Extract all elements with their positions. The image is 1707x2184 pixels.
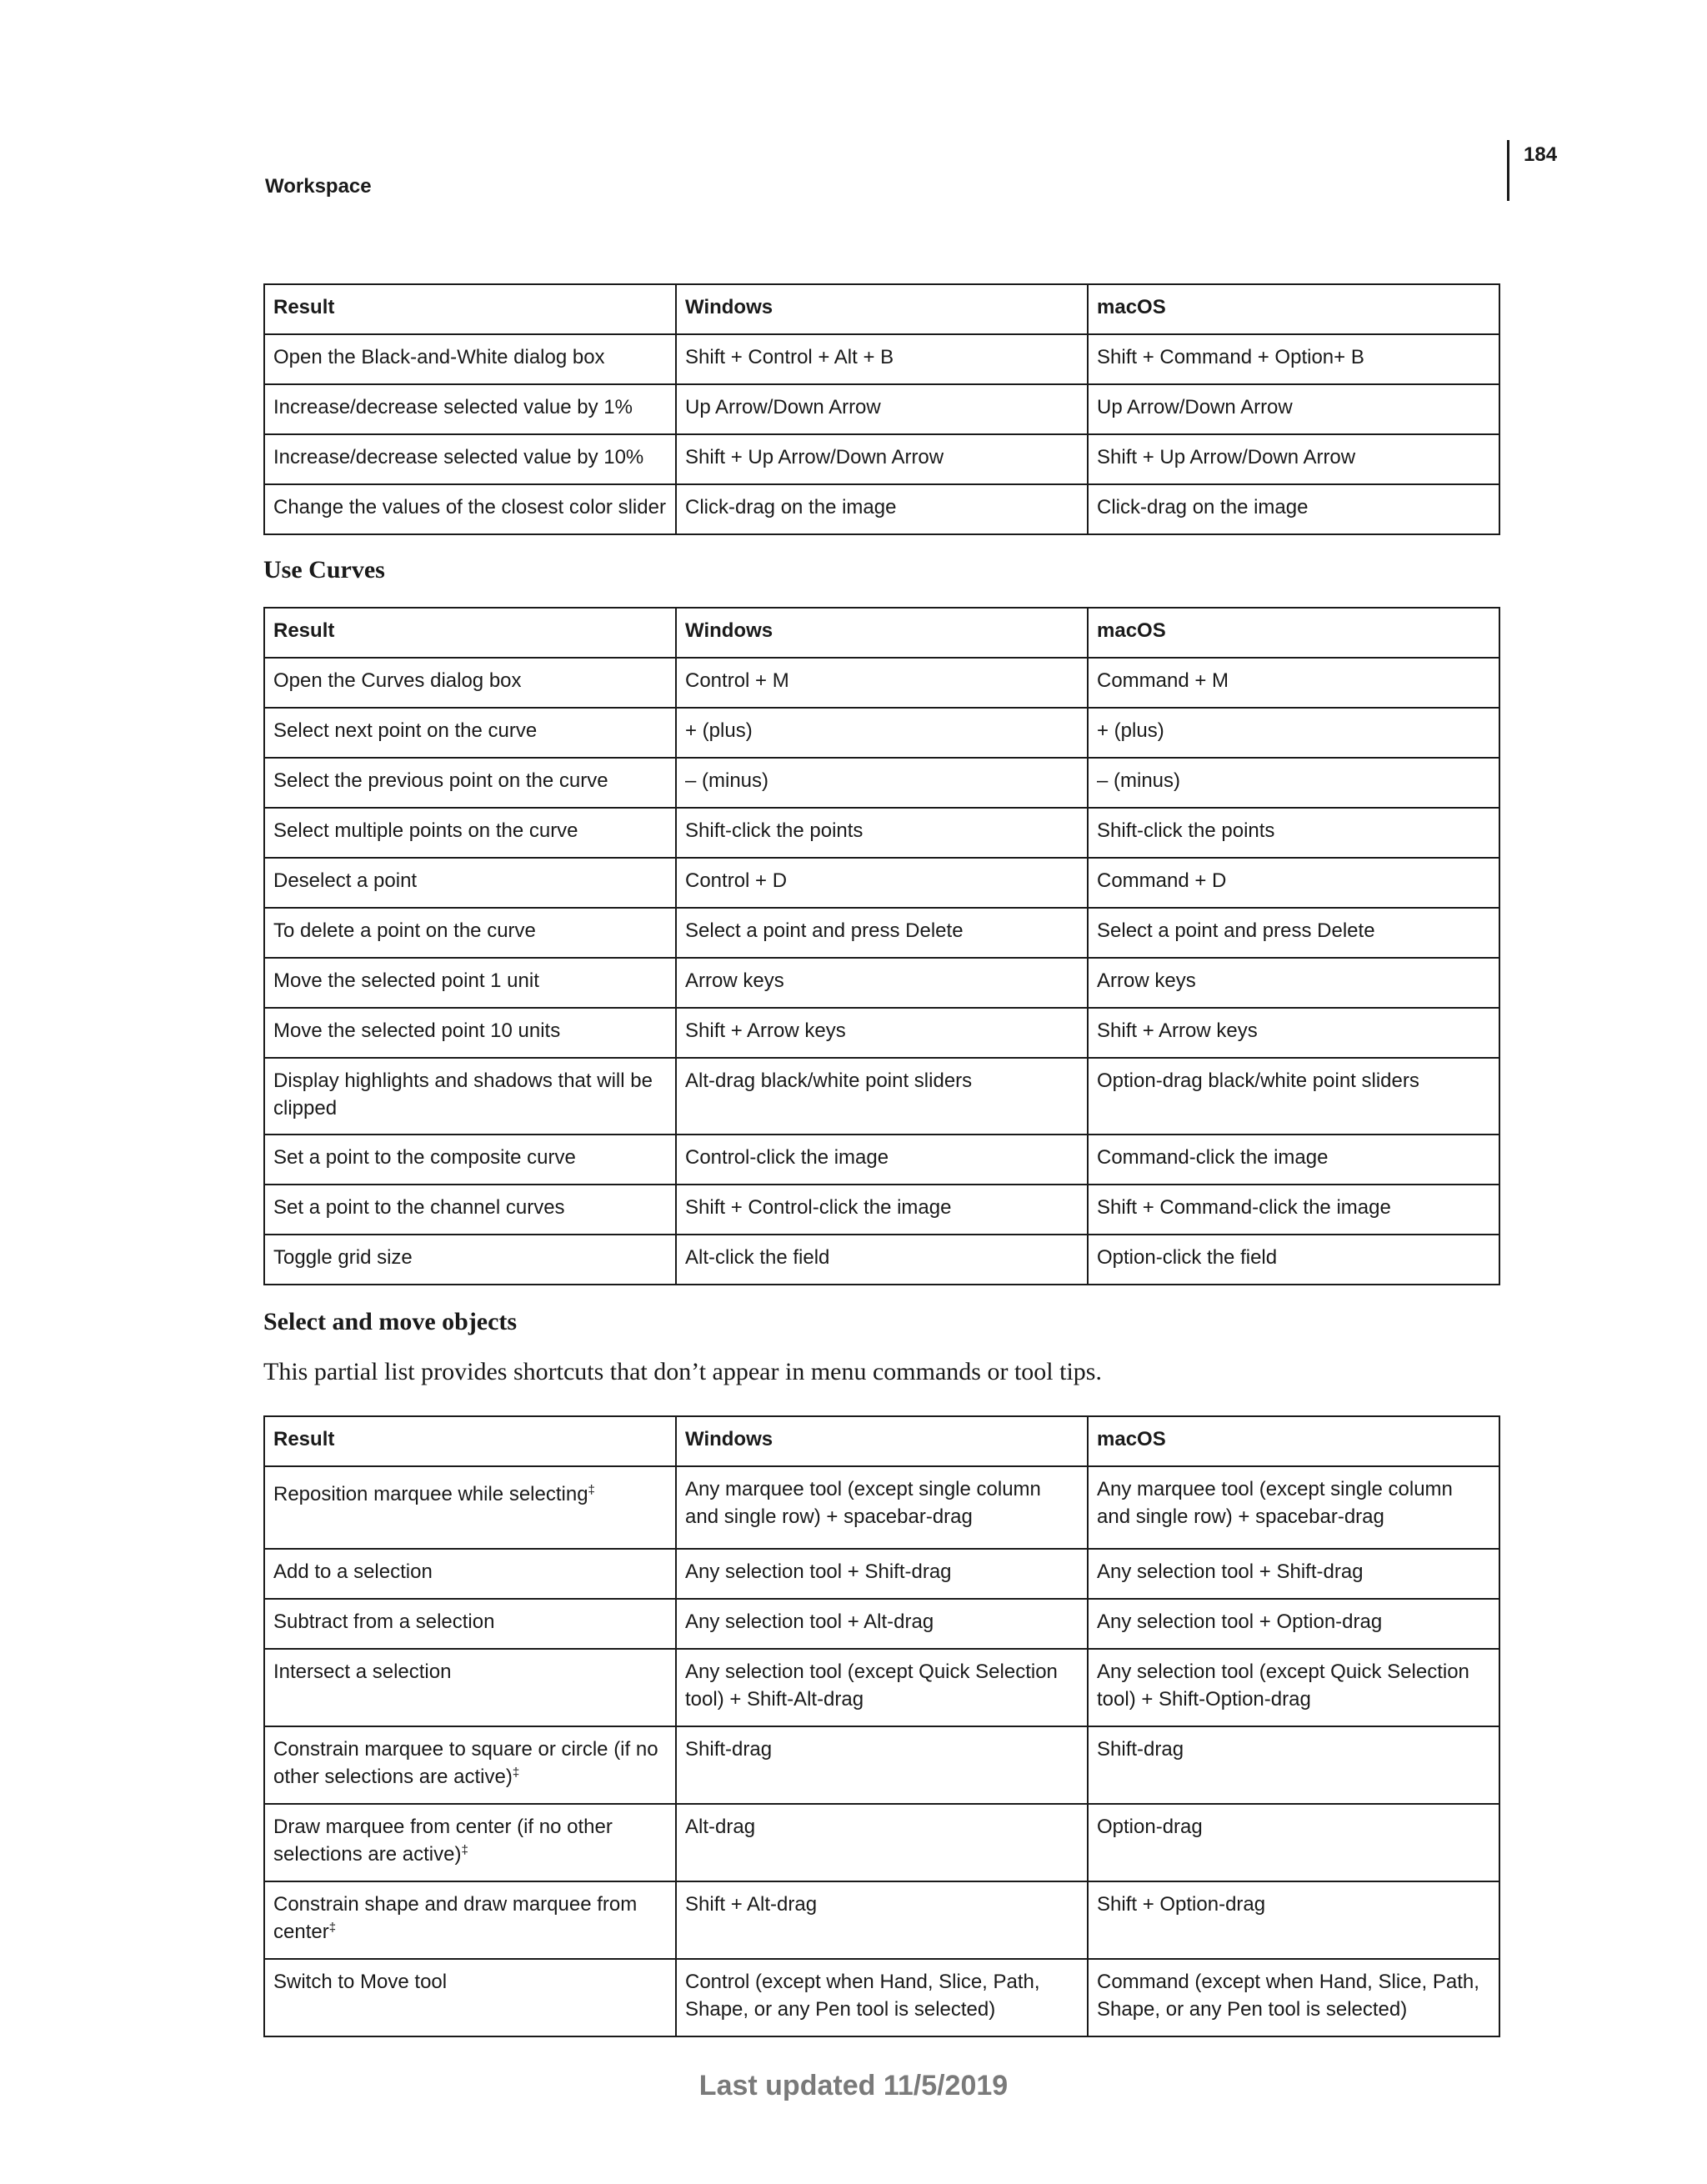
table-header-row [264,1416,1499,1466]
table-row [264,1058,1499,1135]
windows-cell: Shift + Control + Alt + B [676,334,1088,384]
result-cell: Switch to Move tool [264,1959,676,2036]
table-row [264,908,1499,958]
result-cell [264,1726,676,1804]
table-row [264,334,1499,384]
macos-cell: Any selection tool + Shift-drag [1088,1549,1499,1599]
windows-cell: Control + D [676,858,1088,908]
result-cell: Open the Black-and-White dialog box [264,334,676,384]
macos-cell: + (plus) [1088,708,1499,758]
windows-cell: Any marquee tool (except single column and single row) + spacebar-drag [676,1466,1088,1549]
table-row [264,384,1499,434]
result-cell: Set a point to the channel curves [264,1185,676,1235]
table-row [264,1599,1499,1649]
windows-cell: Shift + Control-click the image [676,1185,1088,1235]
table-row [264,1649,1499,1726]
macos-cell: Up Arrow/Down Arrow [1088,384,1499,434]
section-heading-select-move-objects: Select and move objects [263,1308,518,1335]
windows-cell: Up Arrow/Down Arrow [676,384,1088,434]
windows-cell: Any selection tool + Alt-drag [676,1599,1088,1649]
table-row [264,1008,1499,1058]
macos-cell: Shift-drag [1088,1726,1499,1804]
column-header-result: Result [264,1416,676,1466]
column-header-macos: macOS [1088,608,1499,658]
result-cell: Increase/decrease selected value by 1% [264,384,676,434]
macos-cell: Shift + Command + Option+ B [1088,334,1499,384]
table-row [264,1804,1499,1881]
table-row [264,1549,1499,1599]
windows-cell: Shift + Arrow keys [676,1008,1088,1058]
shortcut-table-curves [263,607,1500,1285]
result-cell: Deselect a point [264,858,676,908]
result-cell [264,1804,676,1881]
windows-cell: Control-click the image [676,1135,1088,1185]
table-row [264,708,1499,758]
macos-cell: Option-drag [1088,1804,1499,1881]
table-row [264,434,1499,484]
table-row [264,858,1499,908]
windows-cell: Shift + Alt-drag [676,1881,1088,1959]
windows-cell: Arrow keys [676,958,1088,1008]
result-text: Reposition marquee while selecting [273,1483,588,1505]
column-header-result: Result [264,608,676,658]
windows-cell: Control + M [676,658,1088,708]
column-header-macos: macOS [1088,1416,1499,1466]
result-cell: Toggle grid size [264,1235,676,1285]
column-header-windows: Windows [676,1416,1088,1466]
table-row [264,808,1499,858]
macos-cell: Option-click the field [1088,1235,1499,1285]
result-cell: Set a point to the composite curve [264,1135,676,1185]
result-cell: Change the values of the closest color slider [264,484,676,534]
shortcut-table-selection [263,1415,1500,2037]
macos-cell: Command + M [1088,658,1499,708]
result-cell [264,1881,676,1959]
macos-cell: Shift + Option-drag [1088,1881,1499,1959]
result-text: Constrain marquee to square or circle (if no other selections are active) [273,1738,658,1788]
result-text: Constrain shape and draw marquee from center [273,1893,638,1943]
column-header-macos: macOS [1088,284,1499,334]
macos-cell: Shift-click the points [1088,808,1499,858]
windows-cell: Any selection tool + Shift-drag [676,1549,1088,1599]
result-cell: Open the Curves dialog box [264,658,676,708]
result-cell: Move the selected point 10 units [264,1008,676,1058]
result-cell: Subtract from a selection [264,1599,676,1649]
macos-cell: Any marquee tool (except single column and single row) + spacebar-drag [1088,1466,1499,1549]
column-header-result: Result [264,284,676,334]
section-label: Workspace [265,175,372,198]
table-row [264,1726,1499,1804]
shortcut-table-black-white [263,283,1500,535]
macos-cell: Any selection tool (except Quick Selection tool) + Shift-Option-drag [1088,1649,1499,1726]
table-row [264,658,1499,708]
macos-cell: Option-drag black/white point sliders [1088,1058,1499,1135]
result-cell: Increase/decrease selected value by 10% [264,434,676,484]
macos-cell: Command-click the image [1088,1135,1499,1185]
windows-cell: Alt-click the field [676,1235,1088,1285]
result-cell: Display highlights and shadows that will be clipped [264,1058,676,1135]
windows-cell: Control (except when Hand, Slice, Path, Shape, or any Pen tool is selected) [676,1959,1088,2036]
table-row [264,1185,1499,1235]
macos-cell: Click-drag on the image [1088,484,1499,534]
footnote-mark: ‡ [588,1483,595,1497]
windows-cell: Alt-drag [676,1804,1088,1881]
table-row [264,1235,1499,1285]
macos-cell: Command (except when Hand, Slice, Path, Shape, or any Pen tool is selected) [1088,1959,1499,2036]
table-row [264,758,1499,808]
macos-cell: Select a point and press Delete [1088,908,1499,958]
page-number: 184 [1524,143,1558,166]
windows-cell: Select a point and press Delete [676,908,1088,958]
result-cell: Select next point on the curve [264,708,676,758]
macos-cell: Command + D [1088,858,1499,908]
result-cell [264,1466,676,1549]
result-cell: Add to a selection [264,1549,676,1599]
footnote-mark: ‡ [512,1766,520,1780]
macos-cell: Shift + Up Arrow/Down Arrow [1088,434,1499,484]
windows-cell: – (minus) [676,758,1088,808]
table-row [264,484,1499,534]
windows-cell: Alt-drag black/white point sliders [676,1058,1088,1135]
footnote-mark: ‡ [328,1921,337,1935]
header-rule [1507,140,1509,201]
table-row [264,1959,1499,2036]
page-footer-last-updated: Last updated 11/5/2019 [698,2070,1009,2101]
table-row [264,958,1499,1008]
column-header-windows: Windows [676,608,1088,658]
table-header-row [264,608,1499,658]
footnote-mark: ‡ [461,1843,468,1857]
section-heading-use-curves: Use Curves [263,556,385,584]
windows-cell: Click-drag on the image [676,484,1088,534]
result-cell: Intersect a selection [264,1649,676,1726]
result-cell: Select multiple points on the curve [264,808,676,858]
macos-cell: Shift + Command-click the image [1088,1185,1499,1235]
result-cell: Move the selected point 1 unit [264,958,676,1008]
result-cell: Select the previous point on the curve [264,758,676,808]
windows-cell: Shift + Up Arrow/Down Arrow [676,434,1088,484]
table-row [264,1466,1499,1549]
windows-cell: + (plus) [676,708,1088,758]
column-header-windows: Windows [676,284,1088,334]
macos-cell: Shift + Arrow keys [1088,1008,1499,1058]
macos-cell: – (minus) [1088,758,1499,808]
windows-cell: Any selection tool (except Quick Selection tool) + Shift-Alt-drag [676,1649,1088,1726]
windows-cell: Shift-drag [676,1726,1088,1804]
macos-cell: Arrow keys [1088,958,1499,1008]
table-row [264,1135,1499,1185]
table-row [264,1881,1499,1959]
page-content [263,283,1499,2037]
table-header-row [264,284,1499,334]
macos-cell: Any selection tool + Option-drag [1088,1599,1499,1649]
result-text: Draw marquee from center (if no other selections are active) [273,1816,613,1866]
windows-cell: Shift-click the points [676,808,1088,858]
section-intro: This partial list provides shortcuts that don’t appear in menu commands or tool tips. [263,1358,1102,1385]
result-cell: To delete a point on the curve [264,908,676,958]
